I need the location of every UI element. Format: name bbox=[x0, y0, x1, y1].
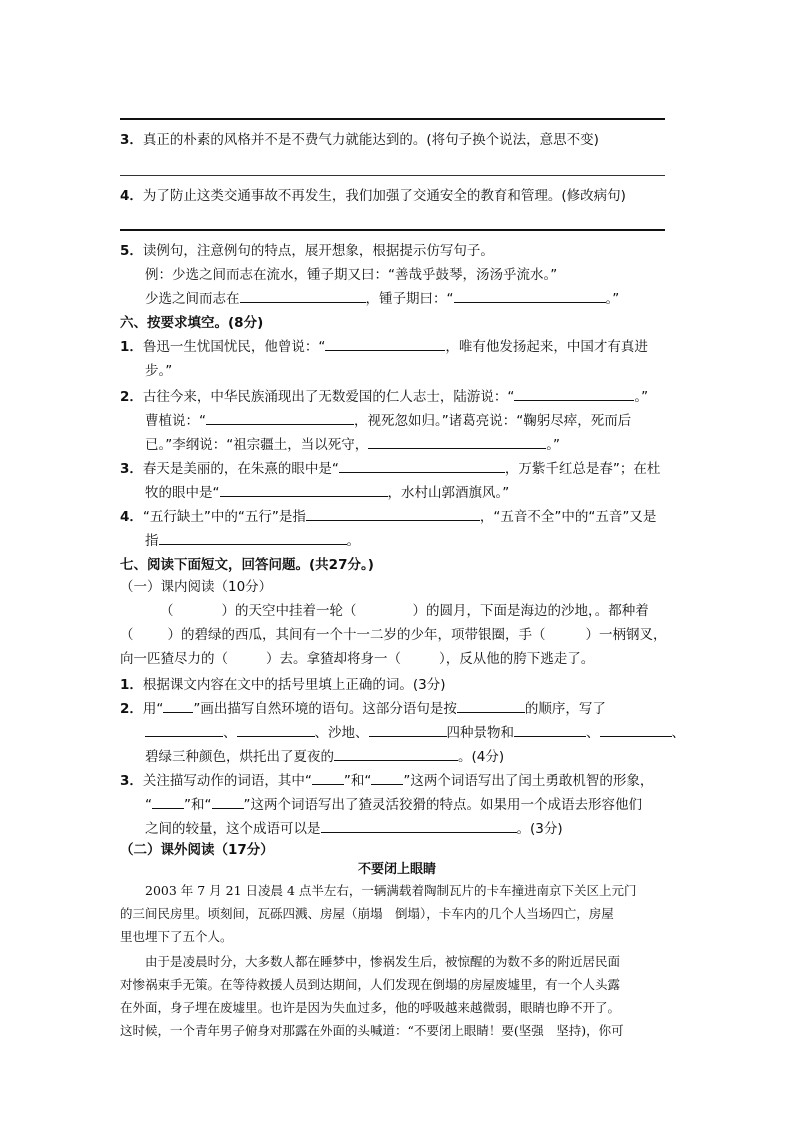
fill-blank[interactable] bbox=[325, 335, 445, 351]
passage-text: ）的碧绿的西瓜，其间有一个十一二岁的少年，项带银圈，手（ bbox=[167, 627, 546, 643]
sec7-question-1 bbox=[120, 673, 446, 697]
question-line bbox=[145, 745, 504, 769]
question-text: 关注描写动作的词语，其中“ bbox=[142, 773, 312, 789]
answer-line bbox=[120, 229, 665, 231]
question-number: 1． bbox=[120, 339, 143, 355]
passage-text: ）的圆月，下面是海边的沙地，。都种着 bbox=[412, 603, 649, 619]
question-text: 指 bbox=[145, 533, 159, 549]
question-text: 已。”李纲说：“祖宗疆土，当以死守， bbox=[145, 437, 369, 453]
passage-text: ）一柄钢叉， bbox=[585, 627, 667, 643]
passage-line bbox=[120, 623, 667, 647]
question-line bbox=[145, 481, 509, 505]
passage-line bbox=[120, 647, 594, 671]
fill-blank[interactable] bbox=[237, 721, 315, 737]
fill-blank[interactable] bbox=[339, 457, 505, 473]
fill-blank[interactable] bbox=[212, 793, 244, 809]
question-number: 3． bbox=[120, 132, 143, 148]
question-text: 。” bbox=[546, 437, 560, 453]
sec7-question-2 bbox=[120, 697, 606, 721]
question-text: 鲁迅一生忧国忧民，他曾说：“ bbox=[142, 339, 326, 355]
question-5 bbox=[120, 239, 494, 263]
fill-blank[interactable] bbox=[514, 721, 586, 737]
sec6-question-4 bbox=[120, 505, 656, 529]
question-number: 4． bbox=[120, 188, 143, 204]
fill-blank[interactable] bbox=[159, 529, 347, 545]
question-text: 四种景物和 bbox=[446, 725, 514, 741]
question-text: ，视死忽如归。”诸葛亮说：“鞠躬尽瘁，死而后 bbox=[354, 413, 632, 429]
question-text: ，水村山郭酒旗风。” bbox=[387, 485, 510, 501]
fill-blank[interactable] bbox=[371, 769, 403, 785]
story-line: 里也埋下了五个人。 bbox=[120, 929, 233, 944]
story-line: 的三间民房里。顷刻间，瓦砾四溅、房屋（崩塌 倒塌），卡车内的几个人当场四亡，房屋 bbox=[120, 906, 614, 921]
fill-blank[interactable] bbox=[240, 287, 366, 303]
question-text: 步。” bbox=[145, 363, 173, 379]
sec6-question-2 bbox=[120, 385, 648, 409]
sec6-question-3 bbox=[120, 457, 660, 481]
story-line: 这时候，一个青年男子俯身对那露在外面的头喊道：“不要闭上眼睛！要(坚强 坚持)，你可 bbox=[120, 1023, 624, 1038]
question-text: ，唯有他发扬起来，中国才有真进 bbox=[445, 339, 648, 355]
fill-blank[interactable] bbox=[369, 721, 447, 737]
question-text: ，万紫千红总是春”；在杜 bbox=[504, 461, 661, 477]
question-number: 2． bbox=[120, 389, 143, 405]
question-text: 用“ bbox=[142, 701, 164, 717]
question-text: 碧绿三种颜色，烘托出了夏夜的 bbox=[145, 749, 334, 765]
question-text: 读例句，注意例句的特点，展开想象，根据提示仿写句子。 bbox=[142, 243, 494, 259]
question-3 bbox=[120, 128, 599, 152]
question-text: “ bbox=[145, 797, 152, 813]
story-line: 对惨祸束手无策。在等待救援人员到达期间，人们发现在倒塌的房屋废墟里，有一个人头露 bbox=[120, 977, 621, 992]
question-text: 。(4分) bbox=[458, 749, 505, 765]
passage-text: （ bbox=[120, 627, 134, 643]
question-number: 3． bbox=[120, 461, 143, 477]
question-text: 之间的较量，这个成语可以是 bbox=[145, 821, 321, 837]
answer-line bbox=[120, 118, 665, 120]
part-2-title: （二）课外阅读（17分） bbox=[120, 842, 274, 858]
fill-blank[interactable] bbox=[454, 287, 606, 303]
question-text: 真正的朴素的风格并不是不费气力就能达到的。(将句子换个说法，意思不变) bbox=[142, 132, 599, 148]
question-number: 5． bbox=[120, 243, 143, 259]
question-number: 2． bbox=[120, 701, 143, 717]
story-line: 在外面，身子埋在废墟里。也许是因为失血过多，他的呼吸越来越微弱，眼睛也睁不开了。 bbox=[120, 1000, 621, 1015]
passage-text: 向一匹猹尽力的（ bbox=[120, 651, 228, 667]
question-text: 为了防止这类交通事故不再发生，我们加强了交通安全的教育和管理。(修改病句) bbox=[142, 188, 626, 204]
fill-blank[interactable] bbox=[306, 505, 480, 521]
fill-text: 少选之间而志在 bbox=[145, 291, 240, 307]
question-number: 3． bbox=[120, 773, 143, 789]
fill-blank[interactable] bbox=[145, 721, 223, 737]
question-line bbox=[145, 793, 642, 817]
question-line bbox=[145, 529, 360, 553]
question-text: 根据课文内容在文中的括号里填上正确的词。(3分) bbox=[142, 677, 446, 693]
question-text: 曹植说：“ bbox=[145, 413, 206, 429]
sec7-question-3 bbox=[120, 769, 653, 793]
story-line: 2003 年 7 月 21 日凌晨 4 点半左右，一辆满载着陶制瓦片的卡车撞进南京下关区上元门 bbox=[120, 883, 637, 898]
question-line bbox=[145, 409, 631, 433]
fill-blank[interactable] bbox=[457, 697, 525, 713]
question-number: 4． bbox=[120, 509, 143, 525]
question-text: 、 bbox=[223, 725, 237, 741]
fill-text: 。” bbox=[605, 291, 620, 307]
question-text: 的顺序，写了 bbox=[524, 701, 606, 717]
question-number: 1． bbox=[120, 677, 143, 693]
fill-blank[interactable] bbox=[600, 721, 672, 737]
fill-blank[interactable] bbox=[334, 745, 458, 761]
passage-text: ）去。拿猹却将身一（ bbox=[266, 651, 401, 667]
fill-blank[interactable] bbox=[514, 385, 634, 401]
question-text: ”和“ bbox=[343, 773, 372, 789]
fill-blank[interactable] bbox=[152, 793, 184, 809]
passage-line bbox=[160, 599, 649, 623]
story-line: 由于是凌晨时分，大多数人都在睡梦中，惨祸发生后，被惊醒的为数不多的附近居民面 bbox=[120, 954, 621, 969]
question-text: 春天是美丽的，在朱熹的眼中是“ bbox=[142, 461, 339, 477]
question-text: 、沙地、 bbox=[314, 725, 369, 741]
question-text: 牧的眼中是“ bbox=[145, 485, 220, 501]
question-text: 。” bbox=[634, 389, 649, 405]
fill-blank[interactable] bbox=[312, 769, 344, 785]
fill-text: ，锺子期曰：“ bbox=[365, 291, 454, 307]
question-text: ”画出描写自然环境的语句。这部分语句是按 bbox=[193, 701, 457, 717]
question-text: ”这两个词语写出了闰土勇敢机智的形象， bbox=[403, 773, 654, 789]
question-text: 、 bbox=[586, 725, 600, 741]
story-title: 不要闭上眼睛 bbox=[357, 862, 436, 877]
question-text: 。 bbox=[346, 533, 360, 549]
question-text: 古往今来，中华民族涌现出了无数爱国的仁人志士，陆游说：“ bbox=[142, 389, 515, 405]
question-line bbox=[145, 433, 560, 457]
fill-blank[interactable] bbox=[163, 697, 193, 713]
part-1-title: （一）课内阅读（10分） bbox=[120, 579, 273, 595]
fill-blank[interactable] bbox=[321, 817, 517, 833]
answer-line bbox=[120, 175, 665, 176]
question-text: 。(3分) bbox=[516, 821, 563, 837]
fill-sentence bbox=[145, 287, 619, 311]
section-6-title: 六、按要求填空。(8分) bbox=[120, 315, 264, 331]
fill-blank[interactable] bbox=[206, 409, 354, 425]
passage-text: ），反从他的胯下逃走了。 bbox=[439, 651, 595, 667]
section-7-title: 七、阅读下面短文，回答问题。(共27分。) bbox=[120, 557, 374, 573]
question-text: ”和“ bbox=[184, 797, 212, 813]
question-line bbox=[145, 721, 685, 745]
question-text: “五行缺土”中的“五行”是指 bbox=[142, 509, 306, 525]
fill-blank[interactable] bbox=[220, 481, 388, 497]
example-sentence: 例：少选之间而志在流水，锺子期又曰：“善哉乎鼓琴，汤汤乎流水。” bbox=[145, 267, 558, 283]
passage-text: ）的天空中挂着一轮（ bbox=[221, 603, 357, 619]
question-text: ”这两个词语写出了猹灵活狡猾的特点。如果用一个成语去形容他们 bbox=[243, 797, 642, 813]
question-4 bbox=[120, 184, 626, 208]
passage-text: （ bbox=[160, 603, 174, 619]
question-text: 、 bbox=[671, 725, 685, 741]
question-text: ，“五音不全”中的“五音”又是 bbox=[479, 509, 657, 525]
sec6-question-1 bbox=[120, 335, 648, 359]
fill-blank[interactable] bbox=[368, 433, 546, 449]
